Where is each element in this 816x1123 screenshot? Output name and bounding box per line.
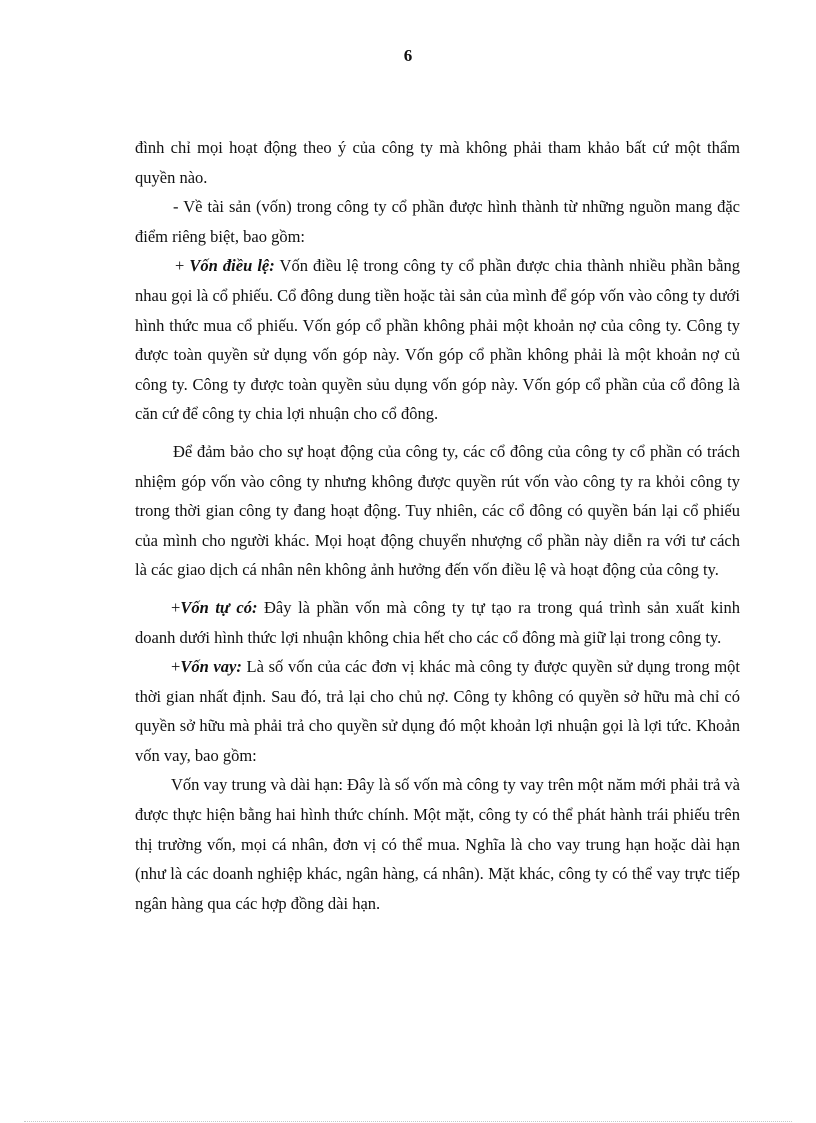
bullet-lead: + xyxy=(171,657,181,677)
page-number: 6 xyxy=(403,46,413,65)
bullet-lead: + xyxy=(171,597,181,617)
paragraph-text: Là số vốn của các đơn vị khác mà công ty được quyền sử dụng trong một thời gian nhất định. Sau đó, trả lại cho chủ nợ. Công ty không có quyền sở hữu mà chỉ có quyền sở hữu mà phải trả cho quyền sử dụng đó một khoản lợi nhuận gọi là lợi tức. Khoản vốn vay, bao gồm: xyxy=(135,657,741,765)
paragraph-assets-intro: - Về tài sản (vốn) trong công ty cổ phần được hình thành từ những nguồn mang đặc điểm riêng biệt, bao gồm: xyxy=(135,197,740,246)
paragraph-charter-capital xyxy=(135,251,740,429)
term-equity-capital: Vốn tự có: xyxy=(180,597,258,617)
document-body xyxy=(135,133,740,918)
paragraph-continuation: đình chỉ mọi hoạt động theo ý của công ty mà không phải tham khảo bất cứ một thẩm quyền nào. xyxy=(135,138,740,187)
bullet-lead: + xyxy=(175,256,190,276)
paragraph-loan-capital xyxy=(135,652,740,770)
paragraph-long-term-loans: Vốn vay trung và dài hạn: Đây là số vốn mà công ty vay trên một năm mới phải trả và được thực hiện bằng hai hình thức chính. Một mặt, công ty có thể phát hành trái phiếu trên thị trường vốn, mọi cá nhân, đơn vị có thể mua. Nghĩa là cho vay trung hạn hoặc dài hạn (như là các doanh nghiệp khác, ngân hàng, cá nhân). Mặt khác, công ty có thể vay trực tiếp ngân hàng qua các hợp đồng dài hạn. xyxy=(135,775,740,913)
paragraph-text: Vốn điều lệ trong công ty cổ phần được chia thành nhiều phần bằng nhau gọi là cổ phiếu. Cổ đông dung tiền hoặc tài sản của mình để góp vốn vào công ty dưới hình thức mua cổ phiếu. Vốn góp cổ phần không phải một khoản nợ của công ty. Công ty được toàn quyền sử dụng vốn góp này. Vốn góp cổ phần không phải là một khoản nợ củ công ty. Công ty được toàn quyền sủu dụng vốn góp này. Vốn góp cổ phần của cổ đông là căn cứ để công ty chia lợi nhuận cho cổ đông. xyxy=(135,256,741,424)
term-charter-capital: Vốn điều lệ: xyxy=(189,256,275,276)
page-bottom-divider xyxy=(24,1121,792,1122)
term-loan-capital: Vốn vay: xyxy=(180,657,242,677)
paragraph-equity-capital xyxy=(135,593,740,652)
paragraph-text: Đây là phần vốn mà công ty tự tạo ra trong quá trình sản xuất kinh doanh dưới hình thức lợi nhuận không chia hết cho các cổ đông mà giữ lại trong công ty. xyxy=(135,597,740,647)
paragraph-shareholder-obligations: Để đảm bảo cho sự hoạt động của công ty, các cổ đông của công ty cổ phần có trách nhiệm góp vốn vào công ty nhưng không được quyền rút vốn vào công ty ra khỏi công ty trong thời gian công ty đang hoạt động. Tuy nhiên, các cổ đông có quyền bán lại cổ phiếu của mình cho người khác. Mọi hoạt động chuyển nhượng cổ phần này diễn ra với tư cách là các giao dịch cá nhân nên không ảnh hưởng đến vốn điều lệ và hoạt động của công ty. xyxy=(135,441,740,580)
